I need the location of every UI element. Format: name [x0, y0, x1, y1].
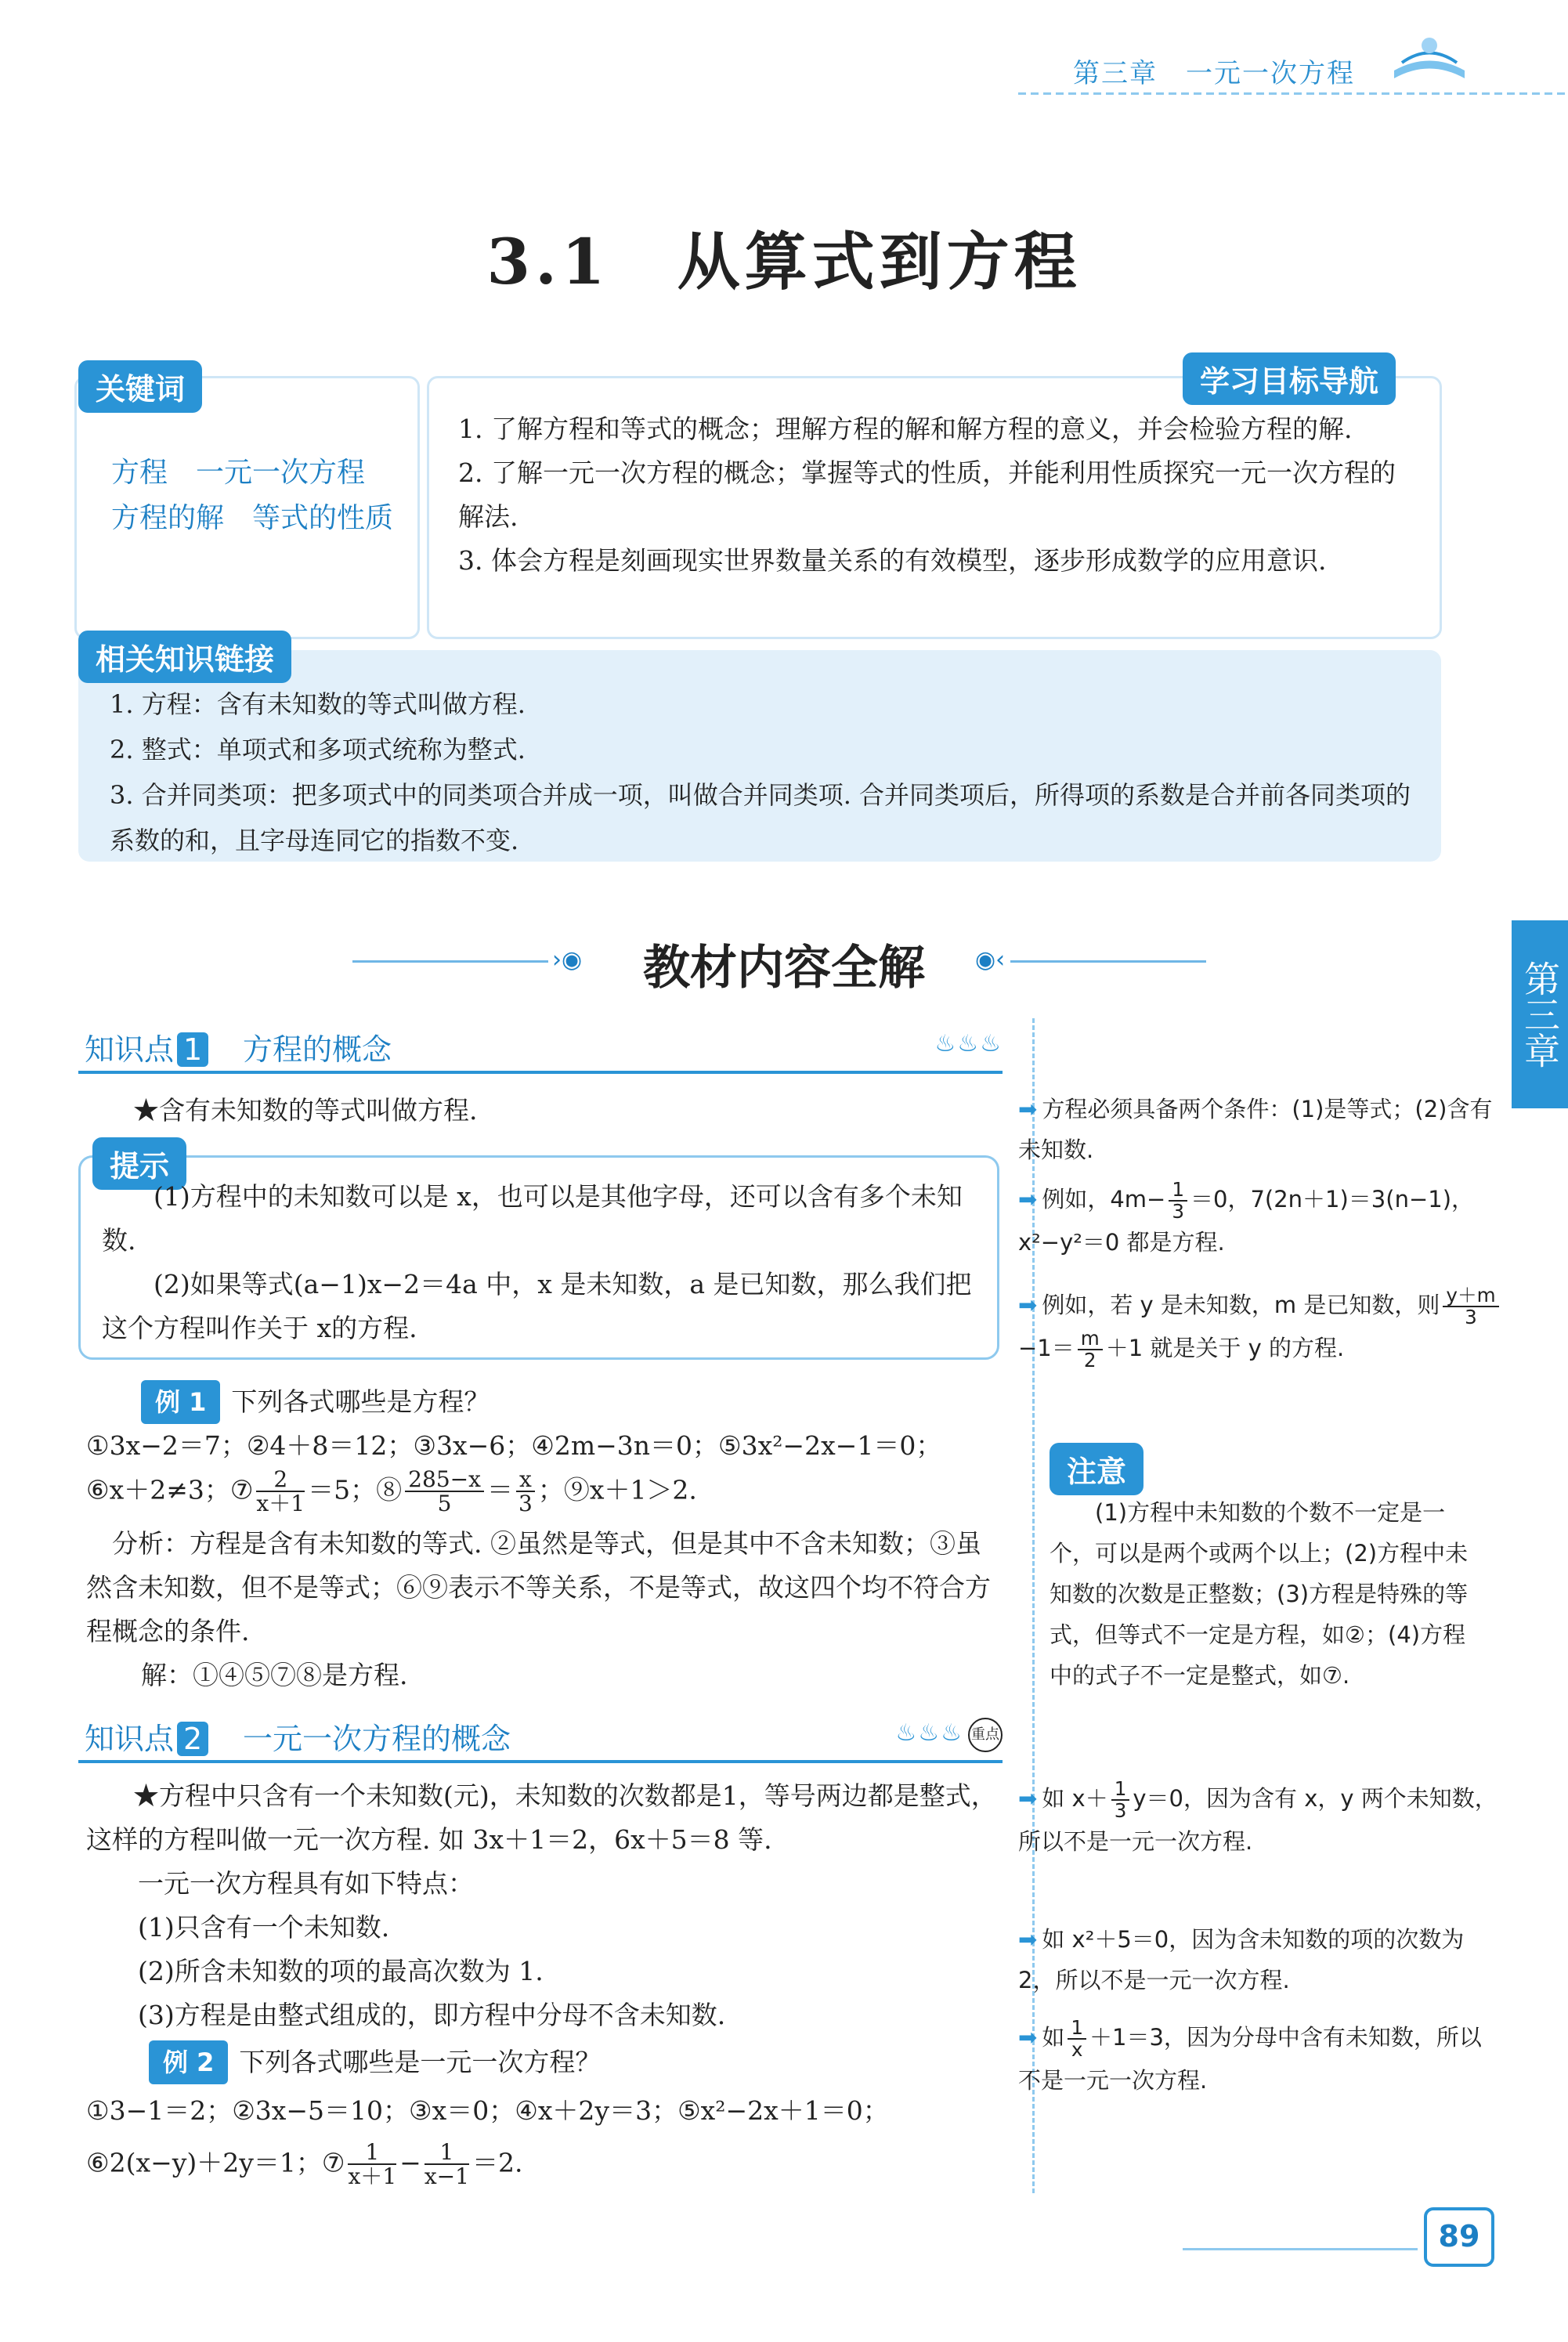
side-note: ➡ 如 x＋ $\frac{1}{3}$ y＝0，因为含有 x，y 两个未知数，所以不是一元一次方程.: [1018, 1777, 1498, 1855]
knowledge-point-1-heading: [78, 1022, 1003, 1074]
related-list: [110, 681, 1425, 863]
flame-icons: ♨♨♨: [895, 1719, 963, 1747]
tip-tag: 提示: [92, 1137, 186, 1190]
arrow-left-icon: ◉‹: [975, 946, 1006, 974]
side-note: ➡ 方程必须具备两个条件：(1)是等式；(2)含有未知数.: [1018, 1096, 1493, 1163]
kp2-feature: 一元一次方程具有如下特点：: [138, 1868, 474, 1899]
footer-line: [1183, 2248, 1418, 2250]
related-item: 2. 整式：单项式和多项式统称为整式.: [110, 735, 526, 764]
note-text: (1)方程中未知数的个数不一定是一个，可以是两个或两个以上；(2)方程中未知数的次数是正整数；(3)方程是特殊的等式，但等式不一定是方程，如②；(4)方程中的式子不一定是整式，如⑦.: [1050, 1499, 1469, 1689]
kp-label: 知识点 2: [85, 1715, 208, 1758]
example-line: ⑥x＋2≠3；⑦ $\frac{2}{x+1}$ ＝5；⑧ $\frac{285-x}{5}$ ＝ $\frac{x}{3}$ ；⑨x＋1＞2.: [86, 1466, 697, 1517]
related-item: 3. 合并同类项：把多项式中的同类项合并成一项，叫做合并同类项. 合并同类项后，所得项的系数是合并前各同类项的系数的和，且字母连同它的指数不变.: [110, 780, 1411, 855]
kp2-definition: ★方程中只含有一个未知数(元)，未知数的次数都是1，等号两边都是整式，这样的方程叫做一元一次方程. 如 3x＋1＝2，6x＋5＝8 等.: [86, 1780, 997, 1855]
goal-item: 2. 了解一元一次方程的概念；掌握等式的性质，并能利用性质探究一元一次方程的解法.: [458, 457, 1396, 532]
arrow-icon: ➡: [1018, 1785, 1038, 1812]
keywords-tag: 关键词: [78, 360, 202, 413]
kp2-feature: (3)方程是由整式组成的，即方程中分母不含未知数.: [138, 2000, 726, 2030]
example-line: ①3−1＝2；②3x−5＝10；③x＝0；④x＋2y＝3；⑤x²−2x＋1＝0；: [86, 2095, 889, 2126]
arrow-icon: ➡: [1018, 1186, 1038, 1213]
knowledge-point-2-heading: [78, 1711, 1003, 1763]
header-divider: [1018, 92, 1568, 95]
kp-title: 方程的概念: [243, 1032, 392, 1067]
example-line: ①3x−2＝7；②4＋8＝12；③3x−6；④2m−3n＝0；⑤3x²−2x−1＝0；: [86, 1430, 942, 1461]
arrow-icon: ➡: [1018, 1096, 1038, 1122]
example-label: 例 1: [141, 1380, 220, 1424]
kp-title: 一元一次方程的概念: [243, 1722, 511, 1756]
note-tag: 注意: [1050, 1443, 1143, 1495]
kp-label: 知识点 1: [85, 1025, 208, 1068]
example-1: 例 1 下列各式哪些是方程？ ①3x−2＝7；②4＋8＝12；③3x−6；④2m−3n＝0；⑤3x²−2x−1＝0； ⑥x＋2≠3；⑦ $\frac{2}{x+1}$ ＝5；⑧ $\frac{285-x}{5}$ ＝ $\frac{x}{3}$ ；⑨x＋1＞2. 分析：方程是含有未知数的等式. ②虽然是等式，但是其中不含未知数；③虽然含未知数，但不是等式；⑥⑨表示不等关系，不是等式，故这四个均不符合方程概念的条件. 解：①④⑤⑦⑧是方程.: [86, 1380, 1003, 1697]
kp2-content: ★方程中只含有一个未知数(元)，未知数的次数都是1，等号两边都是整式，这样的方程叫做一元一次方程. 如 3x＋1＝2，6x＋5＝8 等. 一元一次方程具有如下特点： (1)只含有一个未知数. (2)所含未知数的项的最高次数为 1. (3)方程是由整式组成的，即方程中分母不含未知数. 例 2 下列各式哪些是一元一次方程？ ①3−1＝2；②3x−5＝10；③x＝0；④x＋2y＝3；⑤x²−2x＋1＝0； ⑥2(x−y)＋2y＝1；⑦ $\frac{1}{x+1}$ − $\frac{1}{x-1}$ ＝2.: [86, 1774, 1003, 2188]
flame-icons: ♨♨♨: [934, 1030, 1003, 1057]
example-answer: 解：①④⑤⑦⑧是方程.: [141, 1659, 408, 1690]
arrow-icon: ➡: [1018, 1292, 1038, 1318]
kp2-feature: (2)所含未知数的项的最高次数为 1.: [138, 1956, 544, 1986]
related-item: 1. 方程：含有未知数的等式叫做方程.: [110, 689, 526, 719]
example-label: 例 2: [149, 2040, 228, 2084]
section-title: 教材内容全解: [643, 941, 925, 996]
tip-item: (1)方程中的未知数可以是 x，也可以是其他字母，还可以含有多个未知数.: [102, 1181, 963, 1256]
key-point-badge: 重点: [968, 1718, 1003, 1752]
example-line: ⑥2(x−y)＋2y＝1；⑦ $\frac{1}{x+1}$ − $\frac{1}{x-1}$ ＝2.: [86, 2139, 523, 2190]
goal-item: 3. 体会方程是刻画现实世界数量关系的有效模型，逐步形成数学的应用意识.: [458, 545, 1327, 576]
side-note: ➡ 例如，若 y 是未知数，m 是已知数，则 $\frac{y+m}{3}$ −1＝ $\frac{m}{2}$ ＋1 就是关于 y 的方程.: [1018, 1285, 1504, 1371]
related-tag: 相关知识链接: [78, 631, 291, 683]
goal-item: 1. 了解方程和等式的概念；理解方程的解和解方程的意义，并会检验方程的解.: [458, 414, 1353, 444]
arrow-icon: ➡: [1018, 2024, 1038, 2051]
page-number: 89: [1424, 2207, 1494, 2267]
page-title: 3.1 从算式到方程: [486, 225, 1082, 298]
kp2-feature: (1)只含有一个未知数.: [138, 1912, 390, 1943]
section-line-right: [1010, 960, 1206, 963]
chapter-header: 第三章 一元一次方程: [1073, 58, 1355, 89]
tip-item: (2)如果等式(a−1)x−2＝4a 中，x 是未知数，a 是已知数，那么我们把这个方程叫作关于 x的方程.: [102, 1269, 972, 1343]
chapter-side-tab: 第三章: [1512, 920, 1568, 1108]
side-note: ➡ 例如，4m− $\frac{1}{3}$ ＝0，7(2n＋1)＝3(n−1)，x²−y²＝0 都是方程.: [1018, 1178, 1475, 1256]
side-note: ➡ 如 $\frac{1}{x}$ ＋1＝3，因为分母中含有未知数，所以不是一元一次方程.: [1018, 2016, 1482, 2094]
goals-list: [458, 407, 1414, 583]
kp1-definition: ★含有未知数的等式叫做方程.: [133, 1095, 478, 1126]
goals-tag: 学习目标导航: [1183, 352, 1396, 405]
side-note: ➡ 如 x²＋5＝0，因为含未知数的项的次数为 2，所以不是一元一次方程.: [1018, 1926, 1465, 1993]
arrow-icon: ➡: [1018, 1926, 1038, 1953]
example-analysis: 分析：方程是含有未知数的等式. ②虽然是等式，但是其中不含未知数；③虽然含未知数，但不是等式；⑥⑨表示不等关系，不是等式，故这四个均不符合方程概念的条件.: [86, 1527, 991, 1646]
tip-content: [102, 1175, 979, 1350]
arrow-right-icon: ›◉: [552, 946, 583, 974]
keywords-text: 方程 一元一次方程 方程的解 等式的性质: [111, 457, 394, 534]
book-icon: [1386, 23, 1472, 86]
